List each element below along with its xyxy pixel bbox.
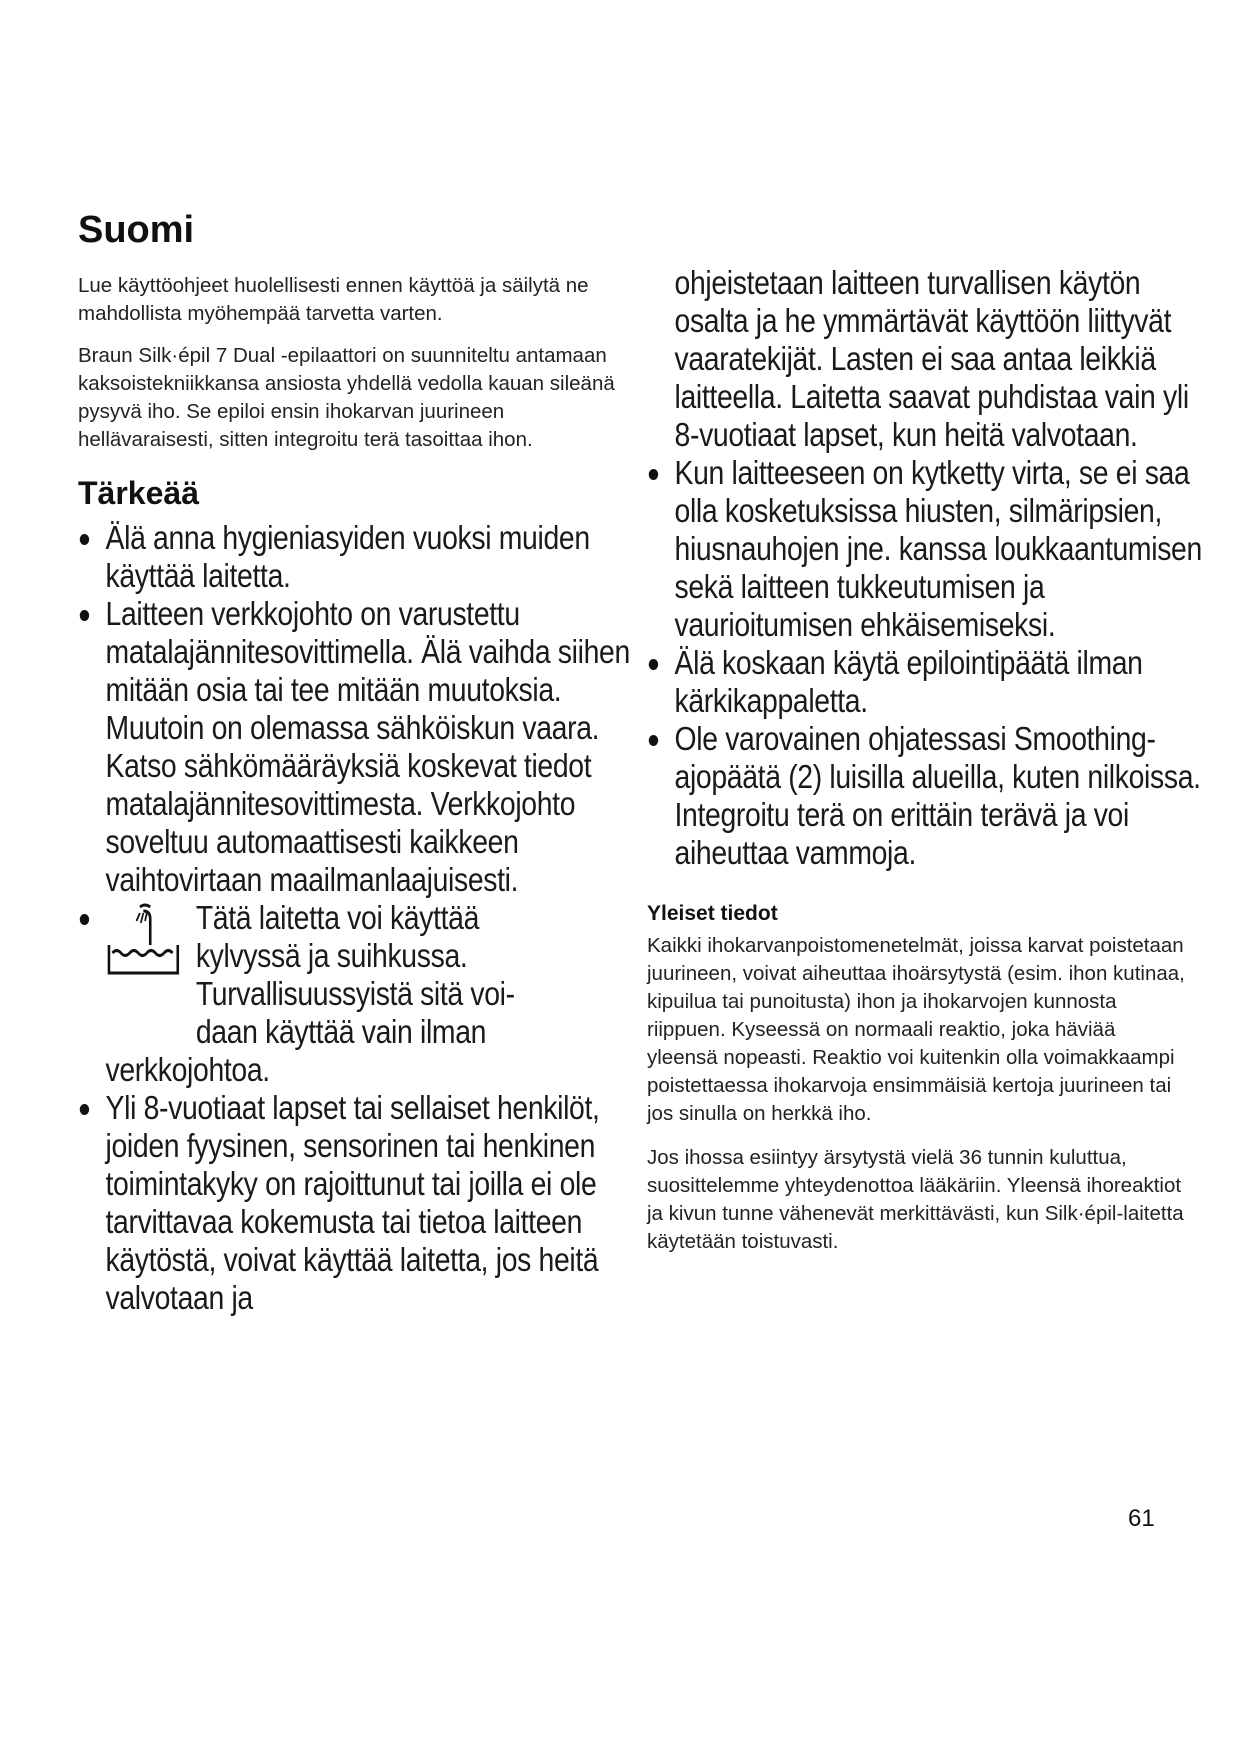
bullet-icon [80, 914, 89, 925]
bullet-icon [80, 610, 89, 621]
language-heading: Suomi [78, 209, 195, 251]
intro-text [78, 272, 638, 454]
list-item [78, 899, 637, 1089]
bullet-icon [80, 1104, 89, 1115]
bath-shower-icon [106, 901, 183, 975]
bath-line-4: daan käyttää vain ilman [195, 1012, 487, 1050]
list-item [78, 1089, 637, 1317]
bullet-text-cap: Älä koskaan käytä epilointipäätä ilman kärkikappaletta. [674, 644, 1143, 719]
list-item [78, 519, 637, 595]
bullet-icon [649, 735, 658, 746]
bath-line-1: Tätä laitetta voi käyttää [195, 898, 480, 936]
important-list-continued [647, 454, 1206, 872]
list-item [647, 454, 1206, 644]
bullet-text-hair-contact: Kun laitteeseen on kytketty virta, se ei saa olla kosketuksissa hiusten, silmäripsien, hiusnauhojen jne. kanssa loukkaantumisen sekä laitteen tukkeutumisen ja vaurioitumisen ehkäisemiseksi. [674, 454, 1202, 643]
bath-line-2: kylvyssä ja suihkussa. [195, 936, 468, 974]
list-item [647, 720, 1206, 872]
bullet-continuation: ohjeistetaan laitteen turvallisen käytön osalta ja he ymmärtävät käyttöön liittyvät vaaratekijät. Lasten ei saa antaa leikkiä laitteella. Laitetta saavat puhdistaa vain yli 8-vuotiaat lapset, kun heitä valvotaan. [674, 264, 1189, 453]
intro-paragraph-2: Braun Silk·épil 7 Dual -epilaattori on suunniteltu antamaan kaksoistekniikkansa ansiosta yhdellä vedolla kauan sileänä pysyvä iho. Se epiloi ensin ihokarvan juurineen hellävaraisesti, sitten integroitu terä tasoittaa ihon. [78, 343, 615, 451]
bath-line-3: Turvallisuussyistä sitä voi- [195, 974, 515, 1012]
bullet-text-smoothing: Ole varovainen ohjatessasi Smoothing-ajopäätä (2) luisilla alueilla, kuten nilkoissa. Integroitu terä on erittäin terävä ja voi aiheuttaa vammoja. [674, 720, 1201, 871]
page-number: 61 [1128, 1505, 1155, 1532]
bullet-text-power-cord: Laitteen verkkojohto on varustettu matalajännitesovittimella. Älä vaihda siihen mitään osia tai tee mitään muutoksia. Muutoin on olemassa sähköiskun vaara. Katso sähkömääräyksiä koskevat tiedot matalajännitesovittimesta. Verkkojohto soveltuu automaattisesti kaikkeen vaihtovirtaan maailmanlaajuisesti. [105, 594, 630, 898]
general-paragraph-1: Kaikki ihokarvanpoistomenetelmät, joissa karvat poistetaan juurineen, voivat aiheuttaa ihoärsytystä (esim. ihon kutinaa, kipuilua tai punoitusta) ihon ja ihokarvojen kunnosta riippuen. Kyseessä on normaali reaktio, joka häviää yleensä nopeasti. Reaktio voi kuitenkin olla voimakkaampi poistettaessa ihokarvoja ensimmäisiä kertoja juurineen tai jos sinulla on herkkä iho. [647, 934, 1185, 1125]
important-heading: Tärkeää [78, 474, 199, 511]
bullet-text-children: Yli 8-vuotiaat lapset tai sellaiset henkilöt, joiden fyysinen, sensorinen tai henkinen toimintakyky on rajoittunut tai joilla ei ole tarvittavaa kokemusta tai tietoa laitteen käytöstä, voivat käyttää laitetta, jos heitä valvotaan ja [105, 1088, 600, 1316]
list-item [78, 595, 637, 899]
list-item [647, 644, 1206, 720]
bullet-text-hygiene: Älä anna hygieniasyiden vuoksi muiden käyttää laitetta. [105, 518, 590, 594]
important-list [78, 519, 637, 1317]
bullet-icon [649, 469, 658, 480]
general-paragraph-2: Jos ihossa esiintyy ärsytystä vielä 36 tunnin kuluttua, suosittelemme yhteydenottoa lääkäriin. Yleensä ihoreaktiot ja kivun tunne vähenevät merkittävästi, kun Silk·épil-laitetta käytetään toistuvasti. [647, 1146, 1184, 1253]
left-column [78, 210, 638, 1317]
bath-line-5: verkkojohtoa. [105, 1050, 270, 1088]
general-info [647, 902, 1187, 1256]
intro-paragraph-1: Lue käyttöohjeet huolellisesti ennen käyttöä ja säilytä ne mahdollista myöhempää tarvetta varten. [78, 273, 589, 325]
general-heading: Yleiset tiedot [647, 902, 778, 925]
continued-list [647, 264, 1206, 872]
bullet-icon [649, 659, 658, 670]
bullet-icon [80, 534, 89, 545]
right-column [647, 264, 1202, 1272]
